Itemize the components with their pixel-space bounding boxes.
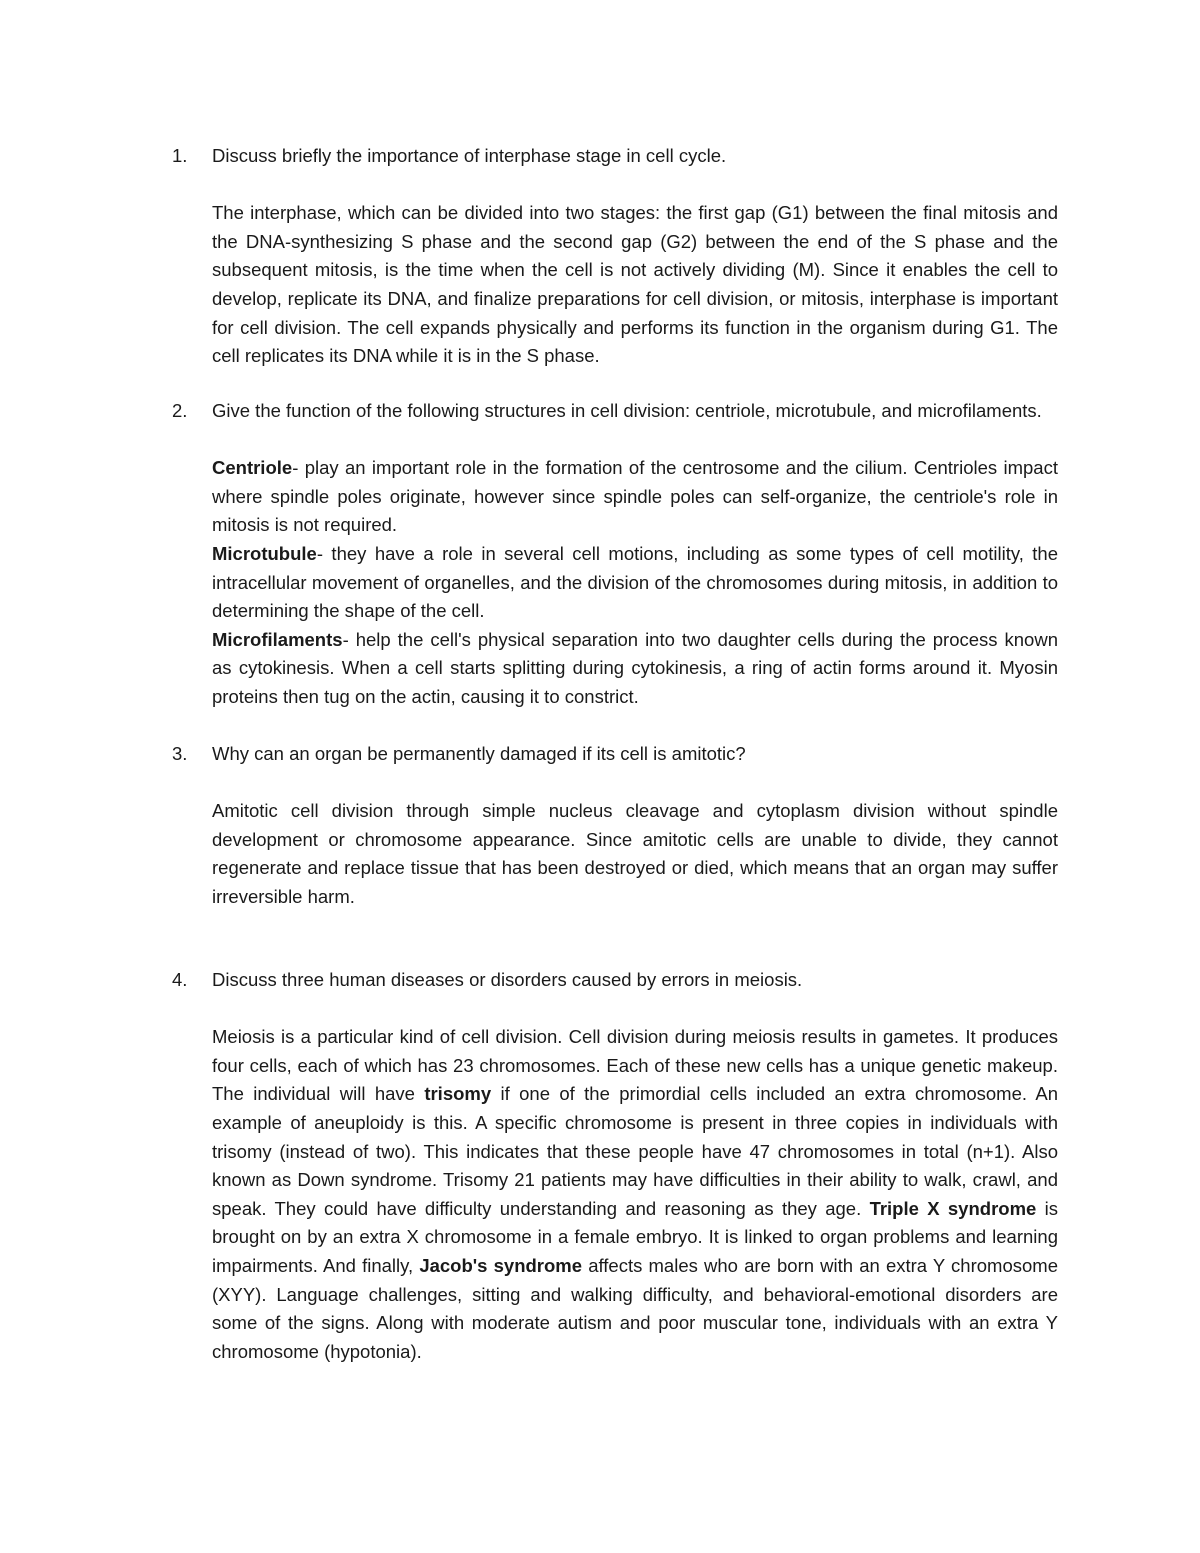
question-number: 4. bbox=[172, 969, 188, 990]
answer-item-centriole bbox=[212, 454, 1058, 540]
question-text: Give the function of the following structures in cell division: centriole, microtubule, and microfilaments. bbox=[212, 400, 1042, 421]
answer-segment: is brought on by an extra X chromosome in a female embryo. It is linked to organ problems and learning impairments. And finally, bbox=[212, 1197, 1058, 1276]
question-text: Discuss three human diseases or disorders caused by errors in meiosis. bbox=[212, 969, 803, 990]
answer-text: The interphase, which can be divided into two stages: the first gap (G1) between the final mitosis and the DNA-synthesizing S phase and the second gap (G2) between the end of the S phase and the subsequent mitosis, is the time when the cell is not actively dividing (M). Since it enables the cell to develop, replicate its DNA, and finalize preparations for cell division, or mitosis, interphase is important for cell division. The cell expands physically and performs its function in the organism during G1. The cell replicates its DNA while it is in the S phase. bbox=[212, 202, 1058, 367]
question-2 bbox=[172, 397, 1058, 712]
question-3 bbox=[172, 740, 1058, 912]
answer-text: Amitotic cell division through simple nucleus cleavage and cytoplasm division without spindle development or chromosome appearance. Since amitotic cells are unable to divide, they cannot regenerate and replace tissue that has been destroyed or died, which means that an organ may suffer irreversible harm. bbox=[212, 800, 1058, 907]
term-jacobs-syndrome: Jacob's syndrome bbox=[419, 1254, 583, 1276]
question-number: 3. bbox=[172, 743, 188, 764]
question-number: 1. bbox=[172, 145, 188, 166]
question-4 bbox=[172, 966, 1058, 1366]
question-number: 2. bbox=[172, 400, 188, 421]
answer-segment: if one of the primordial cells included an extra chromosome. An example of aneuploidy is this. A specific chromosome is present in three copies in individuals with trisomy (instead of two). This indicates that these people have 47 chromosomes in total (n+1). Also known as Down syndrome. Trisomy 21 patients may have difficulties in their ability to walk, crawl, and speak. They could have difficulty understanding and reasoning as they age. bbox=[212, 1083, 1058, 1219]
definition-microfilaments: - help the cell's physical separation into two daughter cells during the process known as cytokinesis. When a cell starts splitting during cytokinesis, a ring of actin forms around it. Myosin proteins then tug on the actin, causing it to constrict. bbox=[212, 628, 1058, 707]
answer-item-microfilaments bbox=[212, 626, 1058, 712]
question-text: Discuss briefly the importance of interphase stage in cell cycle. bbox=[212, 145, 727, 166]
term-centriole: Centriole bbox=[212, 457, 293, 479]
term-trisomy: trisomy bbox=[424, 1083, 492, 1105]
question-1 bbox=[172, 142, 1058, 371]
answer-item-microtubule bbox=[212, 540, 1058, 626]
term-microfilaments: Microfilaments bbox=[212, 628, 343, 650]
term-triple-x-syndrome: Triple X syndrome bbox=[869, 1197, 1037, 1219]
definition-centriole: - play an important role in the formation of the centrosome and the cilium. Centrioles impact where spindle poles originate, however since spindle poles can self-organize, the centriole's role in mitosis is not required. bbox=[212, 457, 1058, 536]
answer-segment: affects males who are born with an extra Y chromosome (XYY). Language challenges, sitting and walking difficulty, and behavioral-emotional disorders are some of the signs. Along with moderate autism and poor muscular tone, individuals with an extra Y chromosome (hypotonia). bbox=[212, 1254, 1058, 1362]
definition-microtubule: - they have a role in several cell motions, including as some types of cell motility, the intracellular movement of organelles, and the division of the chromosomes during mitosis, in addition to determining the shape of the cell. bbox=[212, 542, 1058, 622]
answer-block bbox=[212, 454, 1058, 711]
answer-text bbox=[212, 1023, 1058, 1366]
answer-segment: Meiosis is a particular kind of cell division. Cell division during meiosis results in gametes. It produces four cells, each of which has 23 chromosomes. Each of these new cells has a unique genetic makeup. The individual will have bbox=[212, 1026, 1058, 1105]
term-microtubule: Microtubule bbox=[212, 542, 317, 564]
question-text: Why can an organ be permanently damaged if its cell is amitotic? bbox=[212, 743, 746, 764]
